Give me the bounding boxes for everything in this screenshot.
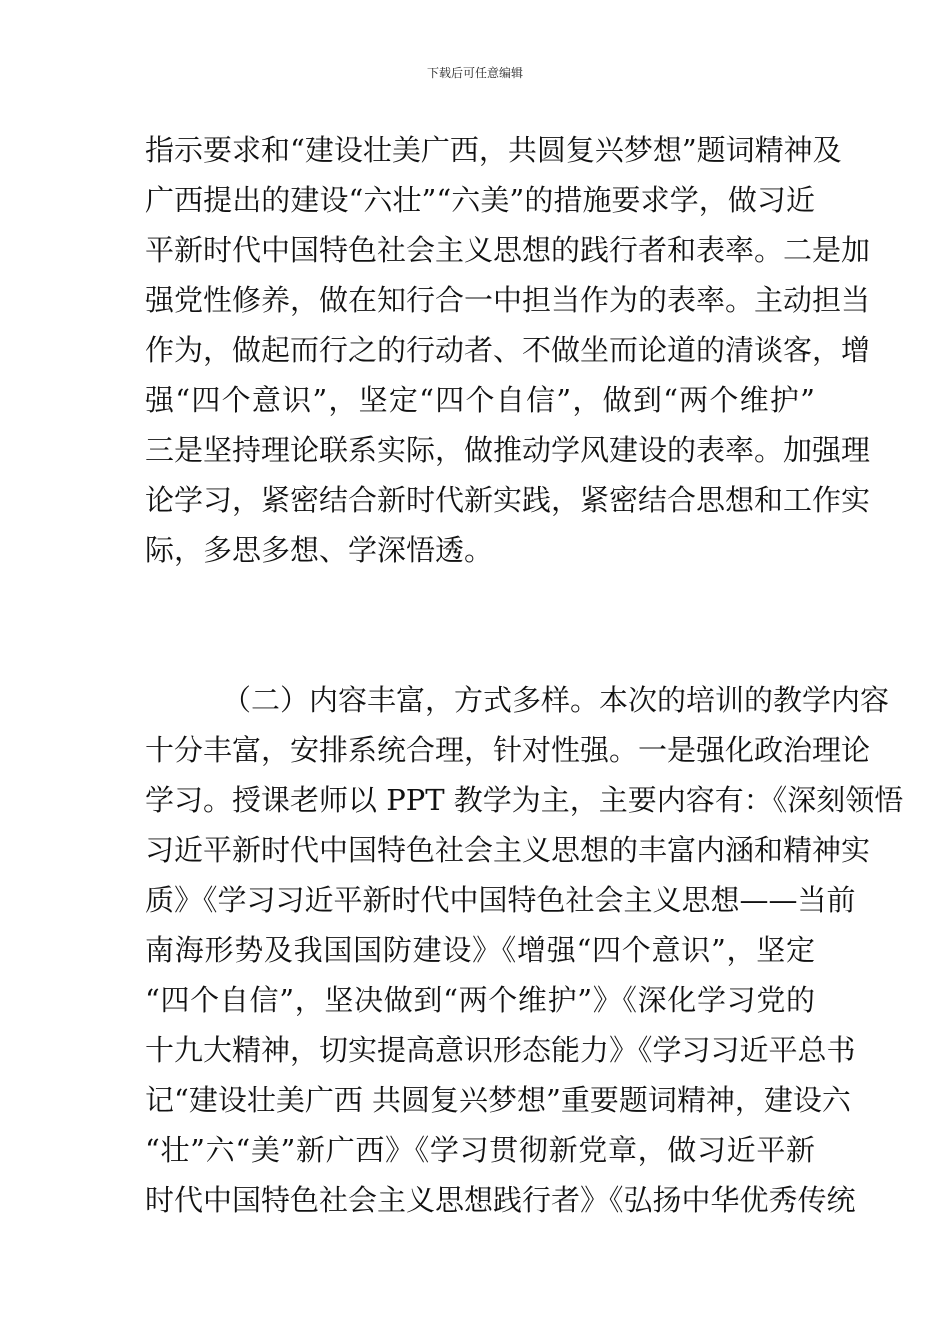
paragraph-line: 作为，做起而行之的行动者、不做坐而论道的清谈客，增 — [145, 333, 871, 367]
paragraph-line: “四个自信”，坚决做到“两个维护”》《深化学习党的 — [145, 983, 815, 1017]
paragraph-line: 学习。授课老师以 PPT 教学为主，主要内容有：《深刻领悟 — [145, 783, 904, 817]
paragraph-line: “壮”六“美”新广西》《学习贯彻新党章，做习近平新 — [145, 1133, 815, 1167]
paragraph-line: 论学习，紧密结合新时代新实践，紧密结合思想和工作实 — [145, 483, 871, 517]
paragraph-line: 习近平新时代中国特色社会主义思想的丰富内涵和精神实 — [145, 833, 871, 867]
paragraph-line: 时代中国特色社会主义思想践行者》《弘扬中华优秀传统 — [145, 1183, 856, 1217]
paragraph-line: 际，多思多想、学深悟透。 — [145, 533, 494, 567]
page-header: 下载后可任意编辑 — [426, 66, 523, 80]
paragraph-line: 强“四个意识”，坚定“四个自信”，做到“两个维护” — [145, 383, 815, 417]
paragraph-line: 平新时代中国特色社会主义思想的践行者和表率。二是加 — [145, 233, 871, 267]
paragraph-line: 指示要求和“建设壮美广西，共圆复兴梦想”题词精神及 — [145, 133, 842, 167]
paragraph-line: 强党性修养，做在知行合一中担当作为的表率。主动担当 — [145, 283, 871, 317]
paragraph-line: 质》《学习习近平新时代中国特色社会主义思想——当前 — [145, 883, 856, 917]
paragraph-line: 三是坚持理论联系实际，做推动学风建设的表率。加强理 — [145, 433, 871, 467]
paragraph-line: （二）内容丰富，方式多样。本次的培训的教学内容 — [222, 683, 890, 717]
paragraph-line: 记“建设壮美广西 共圆复兴梦想”重要题词精神，建设六 — [145, 1083, 851, 1117]
paragraph-line: 南海形势及我国国防建设》《增强“四个意识”，坚定 — [145, 933, 815, 967]
paragraph-line: 十九大精神，切实提高意识形态能力》《学习习近平总书 — [145, 1033, 856, 1067]
paragraph-line: 十分丰富，安排系统合理，针对性强。一是强化政治理论 — [145, 733, 871, 767]
paragraph-line: 广西提出的建设“六壮”“六美”的措施要求学，做习近 — [145, 183, 815, 217]
